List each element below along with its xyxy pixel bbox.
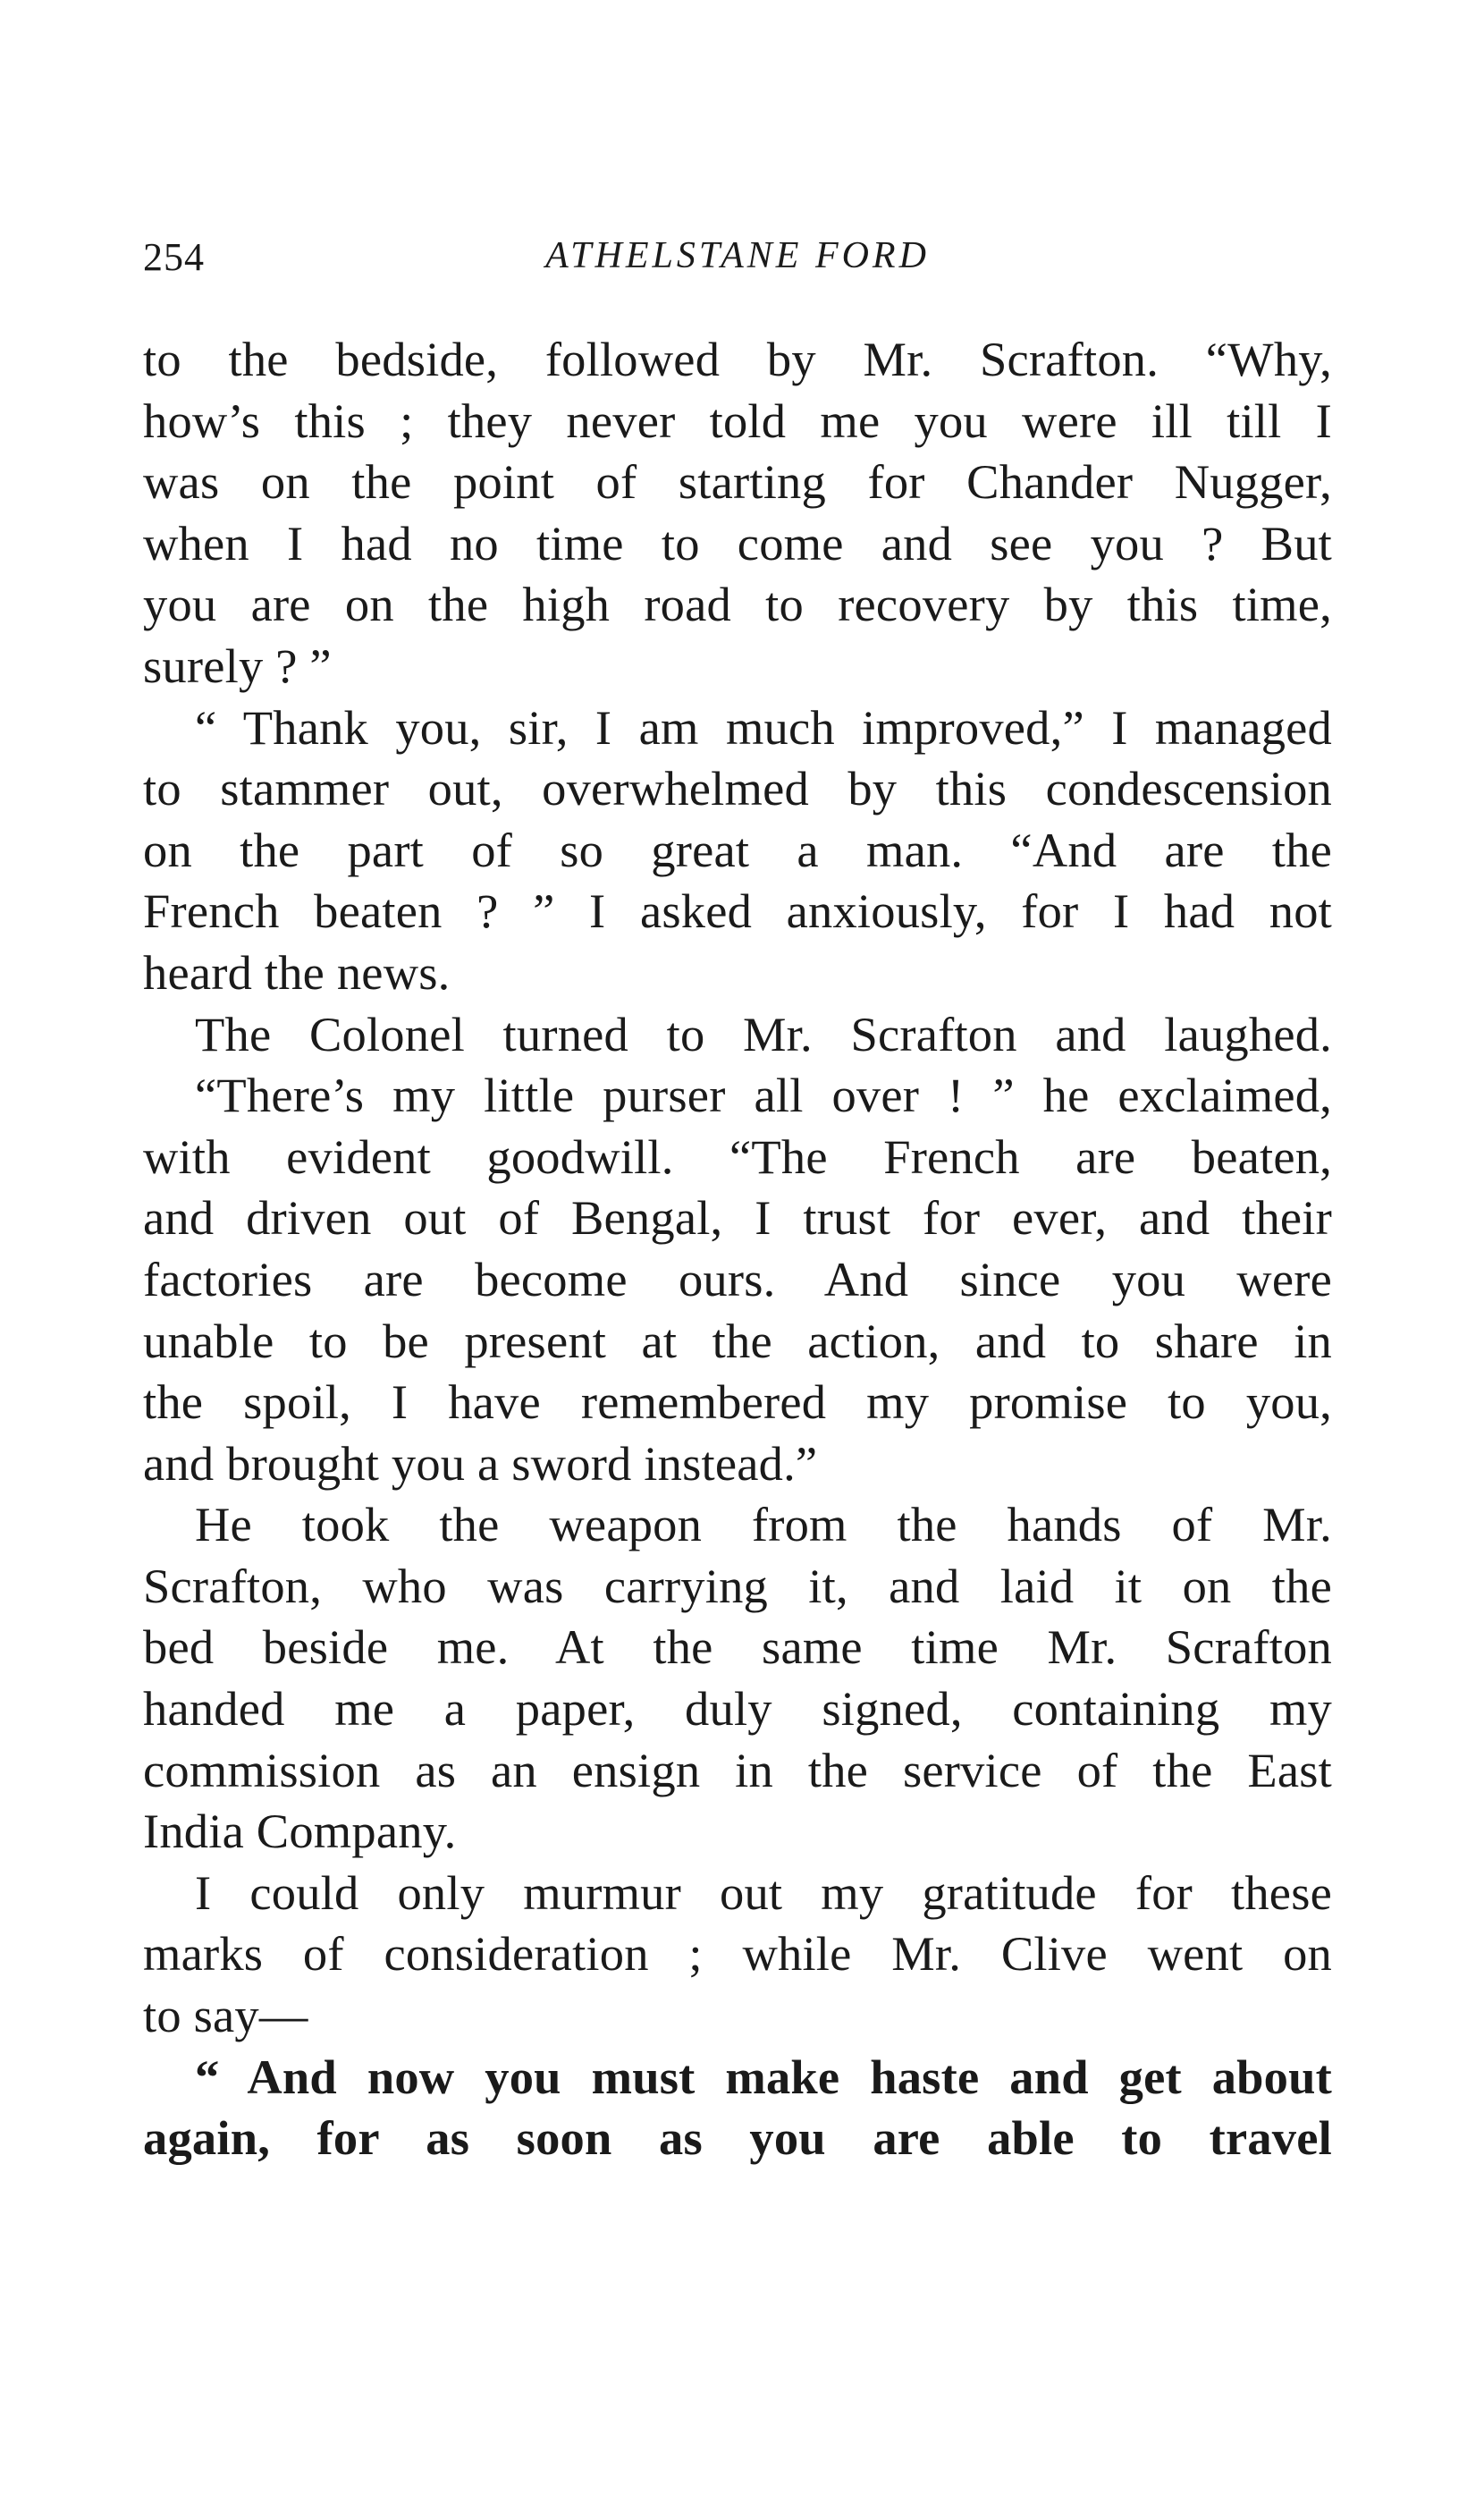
text-line: “ Thank you, sir, I am much improved,” I managed <box>195 699 1332 755</box>
text-line: bed beside me. At the same time Mr. Scrafton <box>143 1619 1332 1675</box>
text-line: to say— <box>143 1988 308 2043</box>
text-line: marks of consideration ; while Mr. Clive went on <box>143 1926 1332 1982</box>
paragraph-7 <box>143 2047 1332 2169</box>
text-line: and driven out of Bengal, I trust for ever, and their <box>143 1190 1332 1246</box>
paragraph-6 <box>143 1863 1332 2047</box>
text-line: how’s this ; they never told me you were ill till I <box>143 393 1332 448</box>
body-text <box>143 329 1332 2169</box>
text-line: India Company. <box>143 1804 457 1859</box>
text-line: to the bedside, followed by Mr. Scrafton. “Why, <box>143 332 1332 386</box>
running-title: ATHELSTANE FORD <box>545 235 930 276</box>
page-header <box>143 234 1332 297</box>
text-line: handed me a paper, duly signed, containing my <box>143 1681 1332 1737</box>
text-line: to stammer out, overwhelmed by this condescension <box>143 761 1332 816</box>
text-line: I could only murmur out my gratitude for these <box>195 1864 1332 1920</box>
text-line: heard the news. <box>143 944 451 1000</box>
text-line: surely ? ” <box>143 638 332 693</box>
text-line: you are on the high road to recovery by this time, <box>143 577 1332 632</box>
paragraph-1 <box>143 329 1332 697</box>
text-line: The Colonel turned to Mr. Scrafton and laughed. <box>195 1006 1332 1061</box>
text-line: French beaten ? ” I asked anxiously, for I had not <box>143 883 1332 939</box>
text-line: factories are become ours. And since you were <box>143 1251 1332 1306</box>
text-line: and brought you a sword instead.” <box>143 1435 818 1491</box>
text-line: He took the weapon from the hands of Mr. <box>195 1497 1332 1552</box>
text-line: with evident goodwill. “The French are beaten, <box>143 1128 1332 1184</box>
text-line: “There’s my little purser all over ! ” he exclaimed, <box>195 1068 1332 1123</box>
text-line: again, for as soon as you are able to travel <box>143 2110 1332 2166</box>
paragraph-4 <box>143 1065 1332 1494</box>
text-line: “ And now you must make haste and get about <box>195 2049 1332 2104</box>
paragraph-3 <box>143 1004 1332 1066</box>
text-line: was on the point of starting for Chander Nugger, <box>143 454 1332 510</box>
paragraph-2 <box>143 697 1332 1004</box>
text-line: unable to be present at the action, and to share in <box>143 1313 1332 1368</box>
text-line: when I had no time to come and see you ? But <box>143 515 1332 571</box>
page-number: 254 <box>143 235 205 279</box>
text-line: commission as an ensign in the service of the East <box>143 1742 1332 1797</box>
text-line: on the part of so great a man. “And are the <box>143 822 1332 877</box>
text-line: Scrafton, who was carrying it, and laid it on the <box>143 1558 1332 1613</box>
text-line: the spoil, I have remembered my promise to you, <box>143 1374 1332 1430</box>
paragraph-5 <box>143 1494 1332 1863</box>
